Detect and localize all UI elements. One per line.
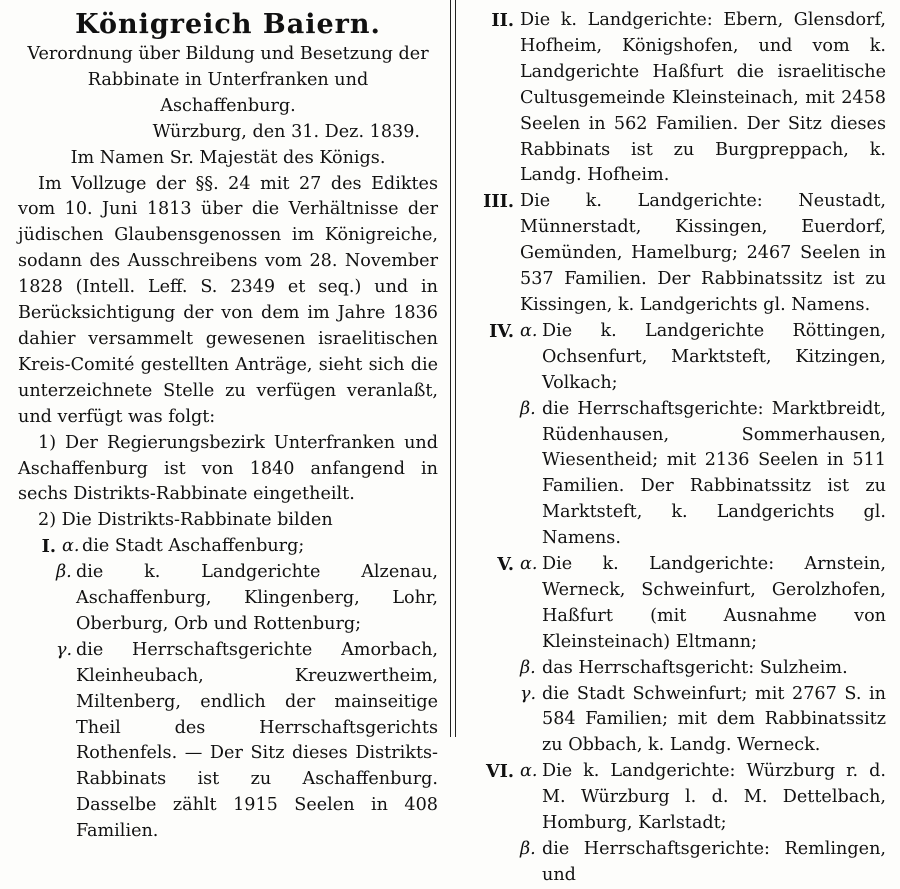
subitem-symbol: β. — [520, 398, 536, 419]
district-v-alpha — [472, 552, 886, 656]
subitem-symbol: β. — [520, 657, 536, 678]
subitem-symbol: β. — [520, 839, 536, 859]
district-iv-alpha — [472, 319, 886, 397]
subitem-symbol: α. — [520, 320, 538, 341]
subitem-text: die Herrschaftsgerichte: Remlingen, und — [542, 839, 886, 885]
district-number: IV. — [489, 320, 514, 342]
district-number: III. — [483, 191, 514, 213]
subitem-text: die Stadt Aschaffenburg; — [82, 536, 305, 557]
district-i-alpha — [18, 534, 438, 560]
column-divider — [450, 0, 456, 737]
district-vi-alpha — [472, 759, 886, 837]
preamble-paragraph: Im Vollzuge der §§. 24 mit 27 des Ediktes vom 10. Juni 1813 über die Verhältnisse der jüdischen Glaubensgenossen im Königreiche, sodann des Ausschreibens vom 28. November 1828 (Intell. Leff. S. 2349 et seq.) und in Berücksichtigung der von dem im Jahre 1836 dahier versammelt gewesenen israelitischen Kreis-Comité gestellten Anträge, sieht sich die unterzeichnete Stelle zu verfügen veranlaßt, und verfügt was folgt: — [18, 173, 438, 427]
district-ii — [472, 8, 886, 189]
left-column — [18, 8, 438, 845]
subitem-text: die Herrschaftsgerichte Amorbach, Kleinheubach, Kreuzwertheim, Miltenberg, endlich der mainseitige Theil des Herrschaftsgerichts Rothenfels. — Der Sitz dieses Distrikts-Rabbinats ist zu Aschaffenburg. Dasselbe zählt 1915 Seelen in 408 Familien. — [76, 639, 438, 842]
district-v-beta — [472, 656, 886, 682]
subitem-text: Die k. Landgerichte: Arnstein, Werneck, Schweinfurt, Gerolzhofen, Haßfurt (mit Ausnahme von Kleinsteinach) Eltmann; — [542, 554, 886, 652]
district-number: I. — [41, 536, 56, 558]
district-i-gamma — [18, 638, 438, 845]
district-i-beta — [18, 560, 438, 638]
subitem-text: die Stadt Schweinfurt; mit 2767 S. in 584 Familien; mit dem Rabbinatssitz zu Obbach, k. Landg. Werneck. — [542, 683, 886, 756]
dateline: Würzburg, den 31. Dez. 1839. — [152, 121, 420, 142]
district-vi-beta — [472, 837, 886, 889]
district-number: VI. — [485, 761, 514, 783]
district-iii — [472, 189, 886, 319]
page-title: Königreich Baiern. — [75, 9, 381, 40]
subitem-symbol: α. — [62, 536, 80, 557]
subtitle-line-2: Rabbinate in Unterfranken und Aschaffenburg. — [87, 69, 369, 116]
subitem-text: Die k. Landgerichte Röttingen, Ochsenfurt, Marktsteft, Kitzingen, Volkach; — [542, 320, 886, 393]
district-number: II. — [491, 10, 514, 31]
district-number: V. — [497, 554, 514, 576]
subitem-symbol: γ. — [520, 683, 537, 704]
district-text: Die k. Landgerichte: Ebern, Glensdorf, Hofheim, Königshofen, und vom k. Landgerichte Haßfurt die israelitische Cultusgemeinde Kleinsteinach, mit 2458 Seelen in 562 Familien. Der Sitz dieses Rabbinats ist zu Burgpreppach, k. Landg. Hofheim. — [520, 10, 886, 186]
subtitle-line-1: Verordnung über Bildung und Besetzung der — [27, 44, 429, 64]
district-iv-beta — [472, 397, 886, 552]
subitem-text: Die k. Landgerichte: Würzburg r. d. M. Würzburg l. d. M. Dettelbach, Homburg, Karlstadt; — [542, 761, 886, 834]
subitem-text: das Herrschaftsgericht: Sulzheim. — [542, 657, 848, 678]
subitem-symbol: γ. — [56, 639, 73, 660]
right-column — [472, 8, 886, 889]
invocation: Im Namen Sr. Majestät des Königs. — [70, 147, 386, 168]
paragraph-1: 1) Der Regierungsbezirk Unterfranken und Aschaffenburg ist von 1840 anfangend in sechs Distrikts-Rabbinate eingetheilt. — [18, 432, 438, 505]
paragraph-2: 2) Die Distrikts-Rabbinate bilden — [38, 510, 333, 531]
subitem-symbol: α. — [520, 554, 538, 575]
district-v-gamma — [472, 682, 886, 760]
subitem-symbol: α. — [520, 761, 538, 782]
subitem-symbol: β. — [56, 562, 72, 583]
subitem-text: die Herrschaftsgerichte: Marktbreidt, Rüdenhausen, Sommerhausen, Wiesentheid; mit 2136 Seelen in 511 Familien. Der Rabbinatssitz ist zu Marktsteft, k. Landgerichts gl. Namens. — [542, 398, 886, 549]
subitem-text: die k. Landgerichte Alzenau, Aschaffenburg, Klingenberg, Lohr, Oberburg, Orb und Rottenburg; — [76, 562, 438, 634]
district-text: Die k. Landgerichte: Neustadt, Münnerstadt, Kissingen, Euerdorf, Gemünden, Hamelburg; 2467 Seelen in 537 Familien. Der Rabbinatssitz ist zu Kissingen, k. Landgerichts gl. Namens. — [520, 191, 886, 315]
